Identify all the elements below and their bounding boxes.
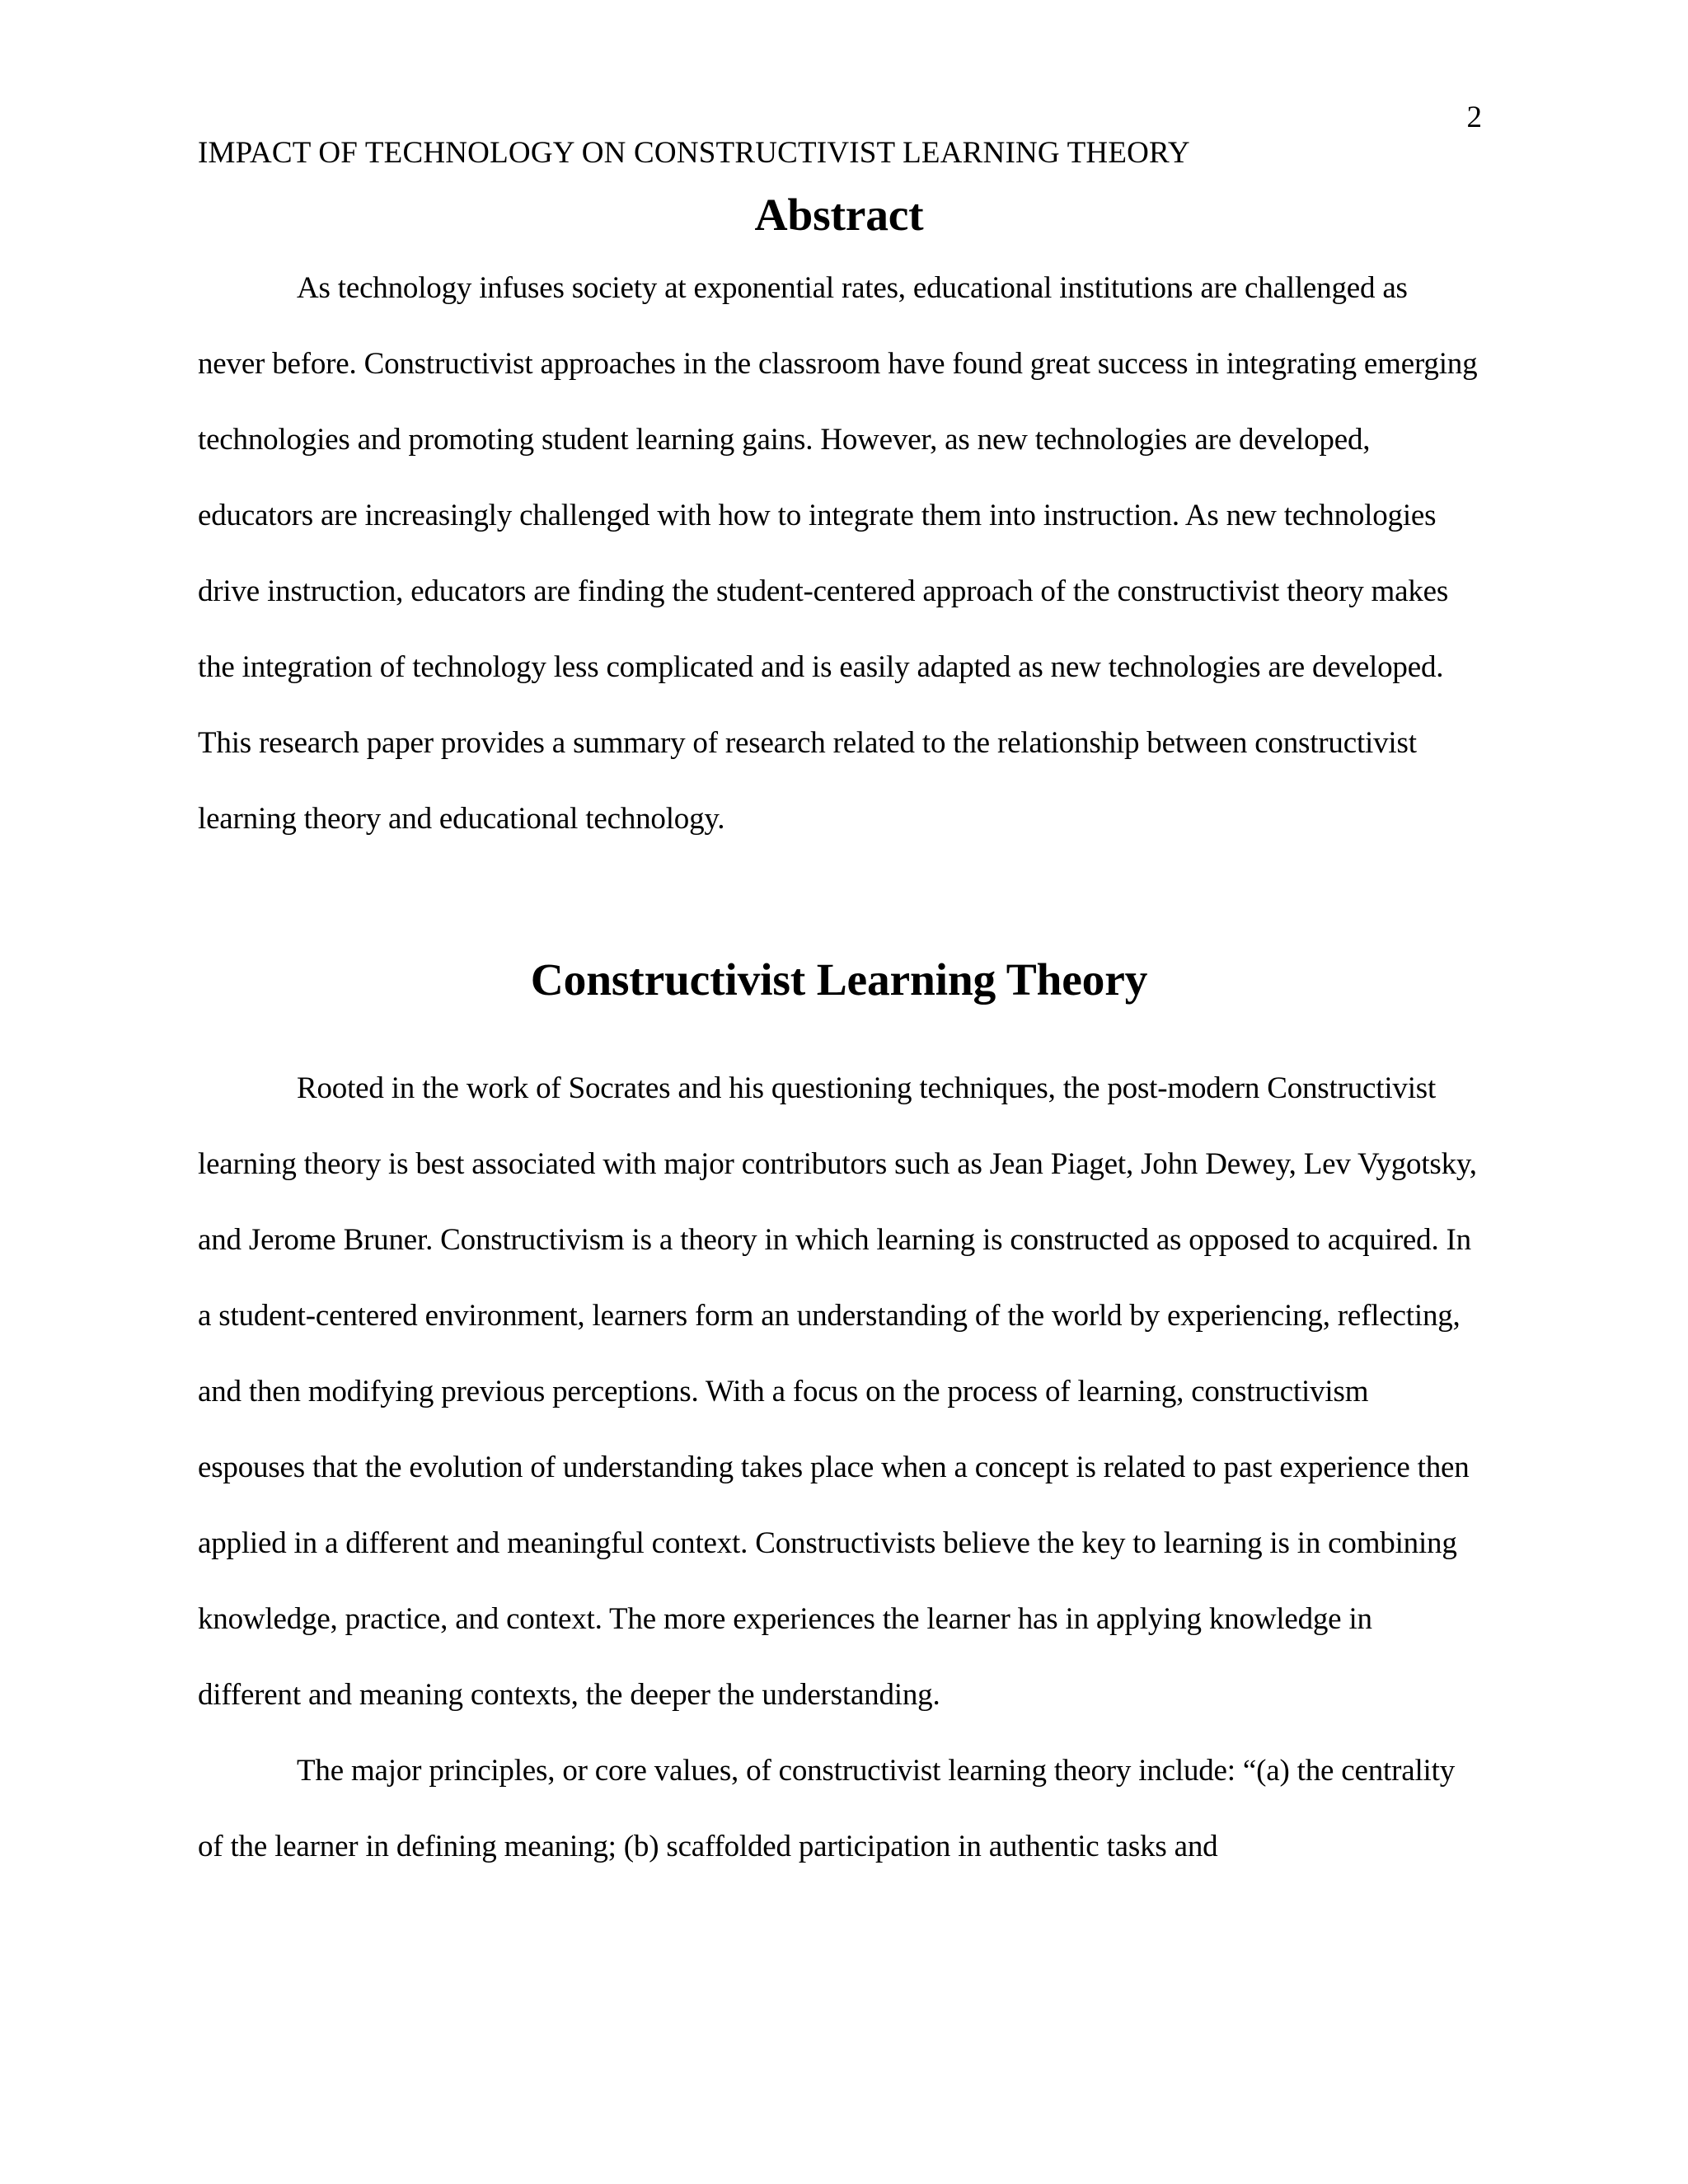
section-paragraph-2: The major principles, or core values, of constructivist learning theory include: “(a) the centrality of the learner in defining meaning; (b) scaffolded participation in authentic tasks and [198,1754,1456,1863]
abstract-heading: Abstract [754,190,924,241]
running-head: IMPACT OF TECHNOLOGY ON CONSTRUCTIVIST LEARNING THEORY [198,136,1190,170]
section-body [198,1051,1480,1885]
abstract-paragraph: As technology infuses society at exponential rates, educational institutions are challenged as never before. Constructivist approaches in the classroom have found great success in integrating emerging technologies and promoting student learning gains. However, as new technologies are developed, educators are increasingly challenged with how to integrate them into instruction. As new technologies drive instruction, educators are finding the student-centered approach of the constructivist theory makes the integration of technology less complicated and is easily adapted as new technologies are developed. This research paper provides a summary of research related to the relationship between constructivist learning theory and educational technology. [198,271,1478,836]
section-heading-block [198,955,1480,1005]
page-number: 2 [1466,101,1482,134]
section-heading: Constructivist Learning Theory [530,955,1148,1005]
abstract-body [198,251,1480,857]
abstract-section [198,190,1480,241]
section-paragraph-1: Rooted in the work of Socrates and his questioning techniques, the post-modern Constructivist learning theory is best associated with major contributors such as Jean Piaget, John Dewey, Lev Vygotsky, and Jerome Bruner. Constructivism is a theory in which learning is constructed as opposed to acquired. In a student-centered environment, learners form an understanding of the world by experiencing, reflecting, and then modifying previous perceptions. With a focus on the process of learning, constructivism espouses that the evolution of understanding takes place when a concept is related to past experience then applied in a different and meaningful context. Constructivists believe the key to learning is in combining knowledge, practice, and context. The more experiences the learner has in applying knowledge in different and meaning contexts, the deeper the understanding. [198,1071,1477,1712]
